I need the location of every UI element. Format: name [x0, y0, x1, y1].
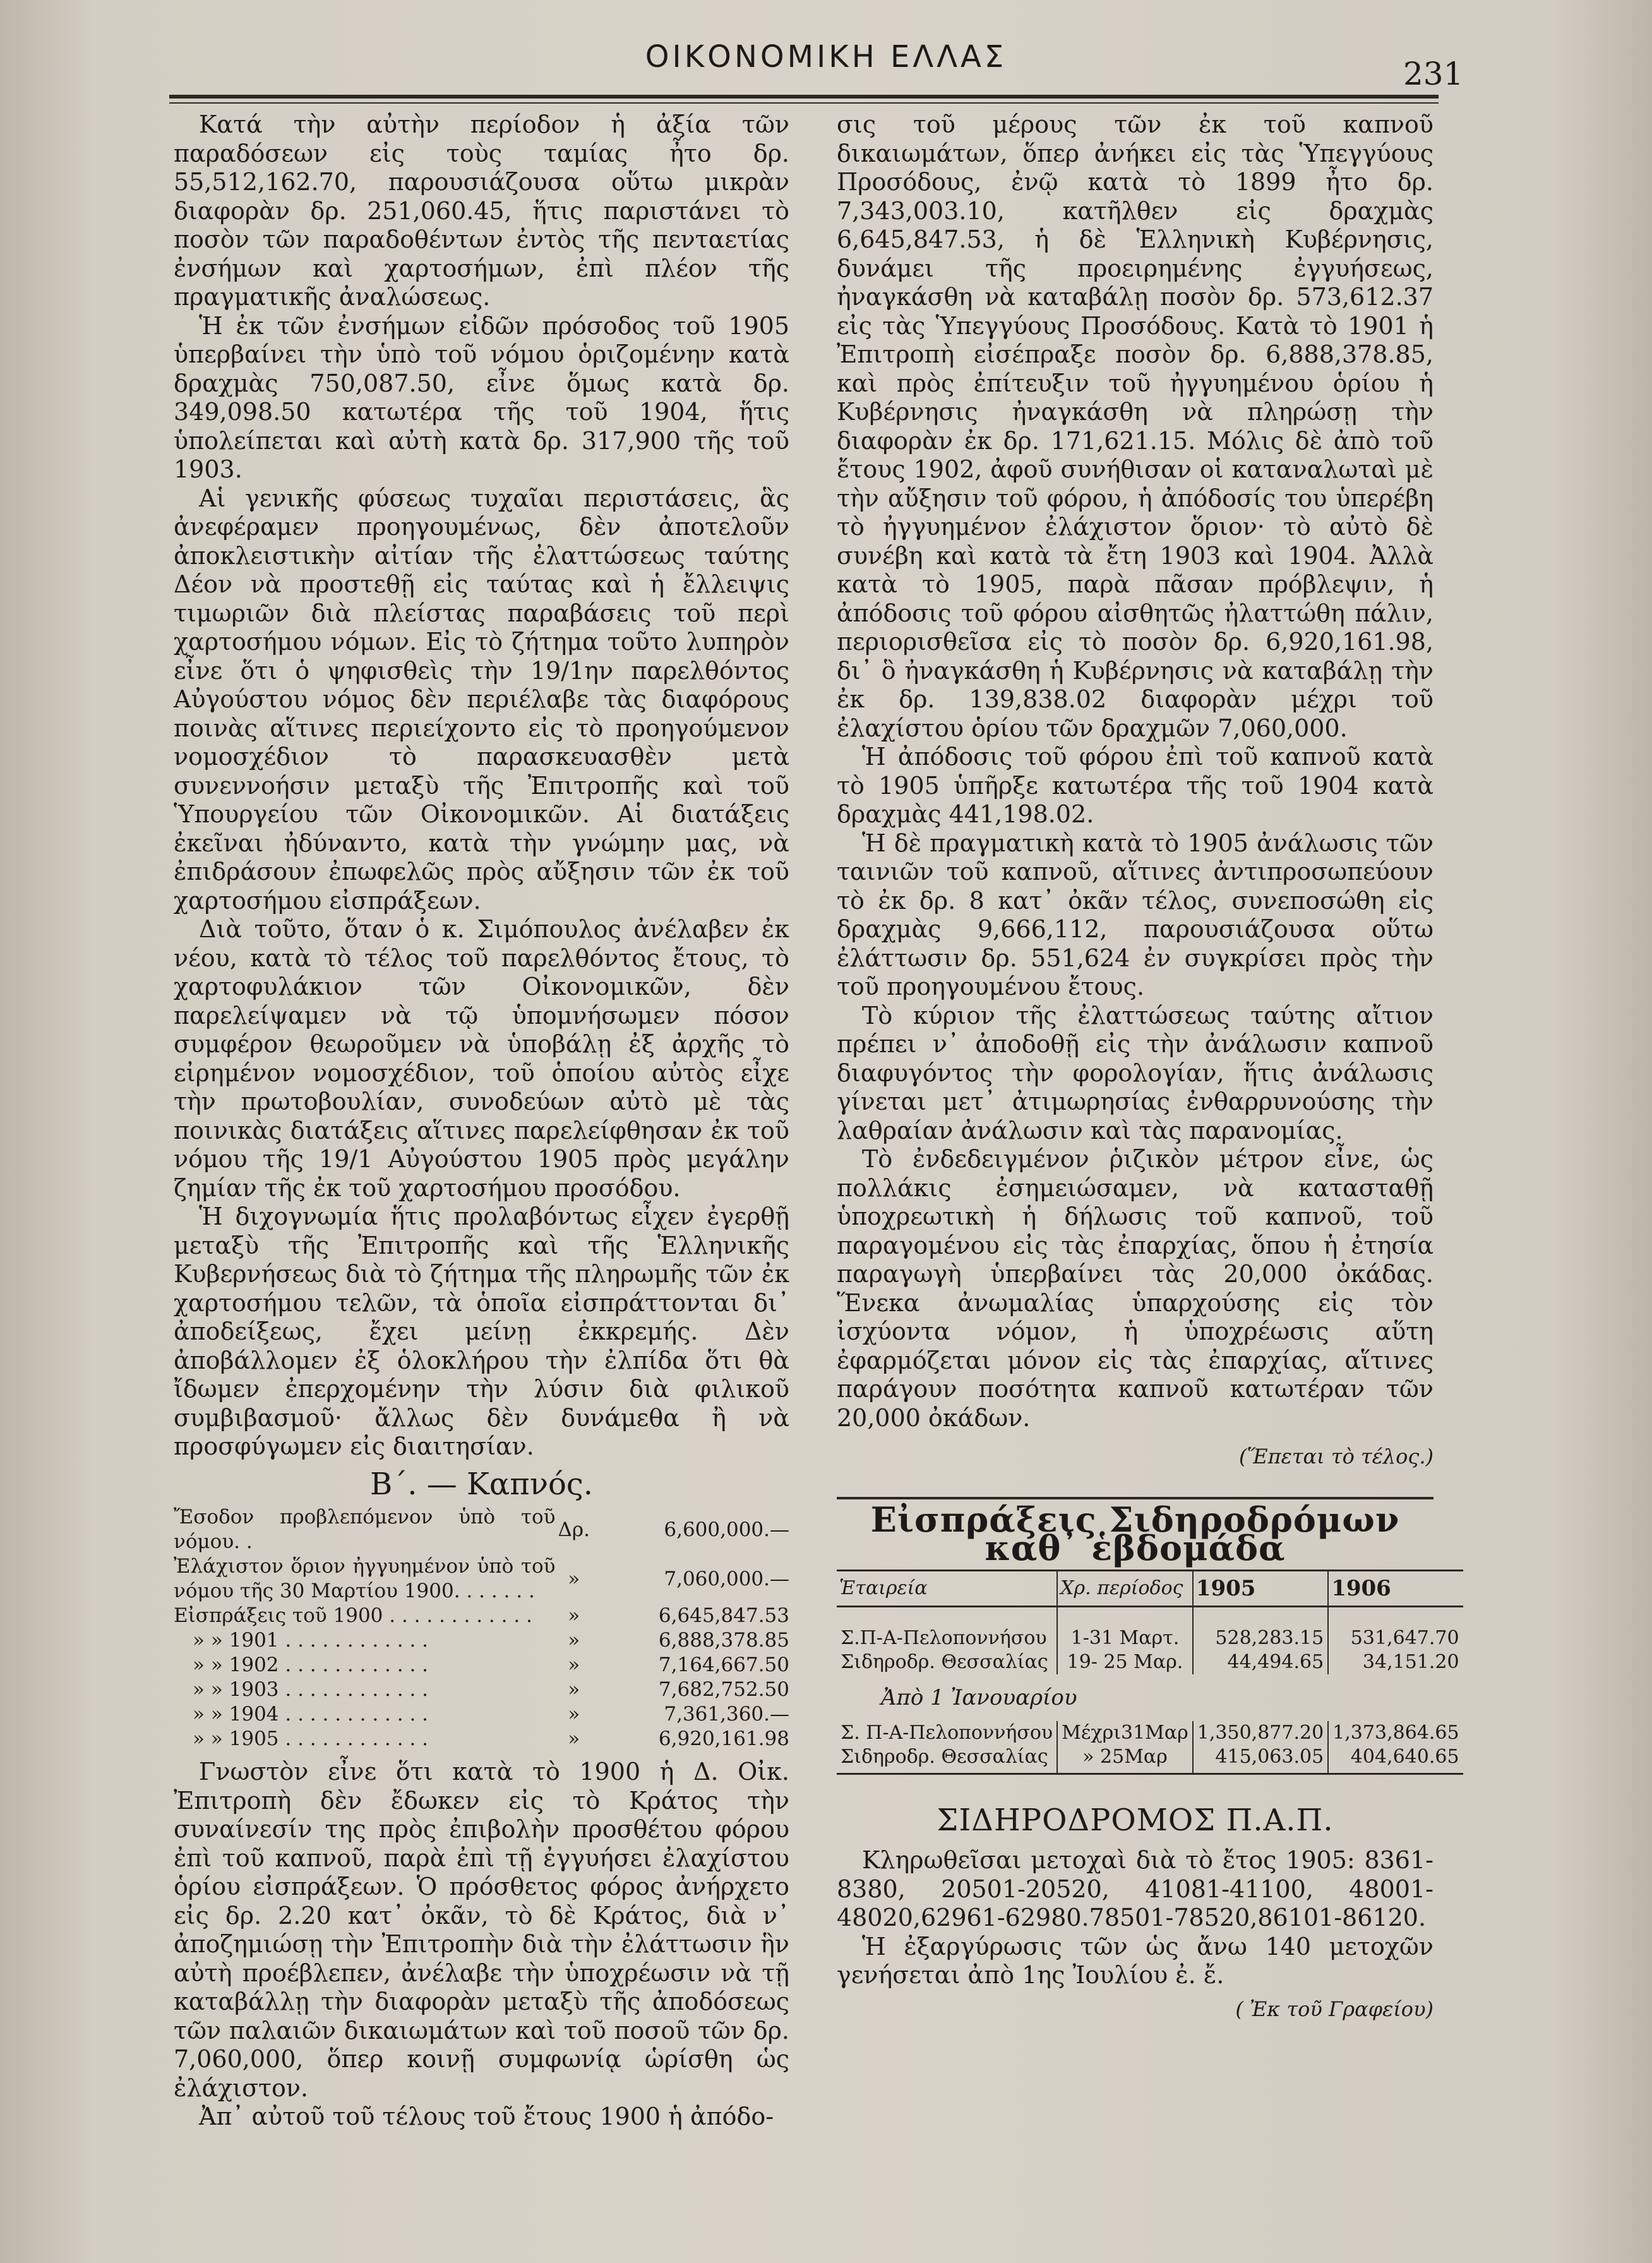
ledger-row: [174, 1653, 789, 1678]
ledger-marker: »: [568, 1567, 580, 1590]
value-1905-cell: 415,063.05: [1193, 1745, 1328, 1774]
table-top-rule: [837, 1497, 1434, 1499]
ledger-amount: 6,600,000.—: [664, 1518, 789, 1541]
source-note: ( Ἐκ τοῦ Γραφείου): [1235, 1996, 1434, 2021]
value-1906-cell: 404,640.65: [1328, 1745, 1463, 1774]
paragraph: Γνωστὸν εἶνε ὅτι κατὰ τὸ 1900 ἡ Δ. Οἰκ. Ἐπιτροπὴ δὲν ἔδωκεν εἰς τὸ Κράτος τὴν συναίνεσίν της πρὸς ἐπιβολὴν προσθέτου φόρου ἐπὶ τοῦ καπνοῦ, παρὰ ἐπὶ τῇ ἐγγυήσει ἐλαχίστου ὁρίου εἰσπράξεων. Ὁ πρόσθετος φόρος ἀνήρχετο εἰς δρ. 2.20 κατ᾽ ὀκᾶν, τὸ δὲ Κράτος, διὰ ν᾽ ἀποζημιώσῃ τὴν Ἐπιτροπὴν διὰ τὴν ἐλάττωσιν ἣν αὐτὴ προέβλεπεν, ἀνέλαβε τὴν ὑποχρέωσιν νὰ τῇ καταβάλλῃ τὴν διαφορὰν μεταξὺ τῆς ἀποδόσεως τῶν παλαιῶν δικαιωμάτων καὶ τοῦ ποσοῦ τῶν δρ. 7,060,000, ὅπερ κοινῇ συμφωνίᾳ ὡρίσθη ὡς ἐλάχιστον.: [174, 1758, 789, 2102]
ledger-label: » » 1903 . . . . . . . . . . . .: [193, 1678, 429, 1701]
ledger-label: » » 1904 . . . . . . . . . . . .: [193, 1703, 429, 1726]
ledger-marker: Δρ.: [558, 1518, 590, 1541]
paragraph: Ἡ ἐκ τῶν ἐνσήμων εἰδῶν πρόσοδος τοῦ 1905 ὑπερβαίνει τὴν ὑπὸ τοῦ νόμου ὁριζομένην κατὰ δραχμὰς 750,087.50, εἶνε ὅμως κατὰ δρ. 349,098.50 κατωτέρα τῆς τοῦ 1904, ἥτις ὑπολείπεται καὶ αὐτὴ κατὰ δρ. 317,900 τῆς τοῦ 1903.: [174, 311, 789, 483]
ledger-label: Ἔσοδον προβλεπόμενον ὑπὸ τοῦ νόμου. .: [174, 1506, 556, 1553]
tobacco-revenue-ledger: [174, 1505, 789, 1751]
ledger-amount: 6,645,847.53: [658, 1604, 789, 1627]
ledger-marker: »: [568, 1703, 580, 1726]
ledger-marker: »: [568, 1727, 580, 1750]
paragraph: Κατά τὴν αὐτὴν περίοδον ἡ ἀξία τῶν παραδόσεων εἰς τοὺς ταμίας ἦτο δρ. 55,512,162.70, παρουσιάζουσα οὕτω μικρὰν διαφορὰν δρ. 251,060.45, ἥτις παριστάνει τὸ ποσὸν τῶν παραδοθέντων ἐντὸς τῆς πενταετίας ἐνσήμων καὶ χαρτοσήμων, ἐπὶ πλέον τῆς πραγματικῆς ἀναλώσεως.: [174, 111, 789, 311]
ledger-row: [174, 1505, 789, 1554]
paragraph: Ἡ διχογνωμία ἥτις προλαβόντως εἶχεν ἐγερθῇ μεταξὺ τῆς Ἐπιτροπῆς καὶ τῆς Ἑλληνικῆς Κυβερνήσεως διὰ τὸ ζήτημα τῆς πληρωμῆς τῶν ἐκ χαρτοσήμου τελῶν, τὰ ὁποῖα εἰσπράττονται δι᾽ ἀποδείξεως, ἔχει μείνῃ ἐκκρεμής. Δὲν ἀποβάλλομεν ἐξ ὁλοκλήρου τὴν ἐλπίδα ὅτι θὰ ἴδωμεν ἐπερχομένην τὴν λύσιν διὰ φιλικοῦ συμβιβασμοῦ· ἄλλως δὲν δυνάμεθα ἢ νὰ προσφύγωμεν εἰς διαιτησίαν.: [174, 1203, 789, 1460]
ledger-label: » » 1901 . . . . . . . . . . . .: [193, 1629, 429, 1652]
paragraph: Κληρωθεῖσαι μετοχαὶ διὰ τὸ ἔτος 1905: 8361-8380, 20501-20520, 41081-41100, 48001-48020,62961-62980.78501-78520,86101-86120.: [837, 1846, 1434, 1931]
ledger-row: [174, 1727, 789, 1751]
running-header-title: ΟΙΚΟΝΟΜΙΚΗ ΕΛΛΑΣ: [645, 39, 1007, 75]
left-column: [174, 111, 789, 2132]
table-spacer: [837, 1606, 1463, 1626]
paragraph: σις τοῦ μέρους τῶν ἐκ τοῦ καπνοῦ δικαιωμάτων, ὅπερ ἀνήκει εἰς τὰς Ὑπεγγύους Προσόδους, ἐνῷ κατὰ τὸ 1899 ἦτο δρ. 7,343,003.10, κατῆλθεν εἰς δραχμὰς 6,645,847.53, ἡ δὲ Ἑλληνικὴ Κυβέρνησις, δυνάμει τῆς προειρημένης ἐγγυήσεως, ἠναγκάσθη νὰ καταβάλῃ ποσὸν δρ. 573,612.37 εἰς τὰς Ὑπεγγύους Προσόδους. Κατὰ τὸ 1901 ἡ Ἐπιτροπὴ εἰσέπραξε ποσὸν δρ. 6,888,378.85, καὶ πρὸς ἐπίτευξιν τοῦ ἠγγυημένου ὁρίου ἡ Κυβέρνησις ἠναγκάσθη νὰ πληρώσῃ τὴν διαφορὰν ἐκ δρ. 171,621.15. Μόλις δὲ ἀπὸ τοῦ ἔτους 1902, ἀφοῦ συνήθισαν οἱ καταναλωταὶ μὲ τὴν αὔξησιν τοῦ φόρου, ἡ ἀπόδοσίς του ὑπερέβη τὸ ἠγγυημένον ἐλάχιστον ὅριον· τὸ αὐτὸ δὲ συνέβη καὶ κατὰ τὰ ἔτη 1903 καὶ 1904. Ἀλλὰ κατὰ τὸ 1905, παρὰ πᾶσαν πρόβλεψιν, ἡ ἀπόδοσις τοῦ φόρου αἰσθητῶς ἠλαττώθη πάλιν, περιορισθεῖσα εἰς τὸ ποσὸν δρ. 6,920,161.98, δι᾽ ὃ ἠναγκάσθη ἡ Κυβέρνησις νὰ καταβάλῃ τὴν ἐκ δρ. 139,838.02 διαφορὰν μέχρι τοῦ ἐλαχίστου ὁρίου τῶν δραχμῶν 7,060,000.: [837, 111, 1434, 742]
ledger-label: » » 1902 . . . . . . . . . . . .: [193, 1654, 429, 1676]
ledger-amount: 7,682,752.50: [658, 1678, 789, 1701]
ledger-amount: 7,361,360.—: [664, 1703, 789, 1726]
paragraph: Ἀπ᾽ αὐτοῦ τοῦ τέλους τοῦ ἔτους 1900 ἡ ἀπόδο-: [199, 2103, 774, 2130]
ledger-label: Ἐλάχιστον ὅριον ἠγγυημένον ὑπὸ τοῦ νόμου τῆς 30 Μαρτίου 1900. . . . . . .: [174, 1555, 556, 1602]
paragraph: Ἡ ἀπόδοσις τοῦ φόρου ἐπὶ τοῦ καπνοῦ κατὰ τὸ 1905 ὑπῆρξε κατωτέρα τῆς τοῦ 1904 κατὰ δραχμὰς 441,198.02.: [837, 743, 1434, 828]
ledger-row: [174, 1554, 789, 1604]
period-cell: 1-31 Μαρτ.: [1057, 1626, 1193, 1650]
table-row: [837, 1745, 1463, 1774]
ledger-marker: »: [568, 1654, 580, 1676]
value-1906-cell: 1,373,864.65: [1332, 1721, 1459, 1744]
ledger-row: [174, 1628, 789, 1653]
page-number: 231: [1403, 56, 1464, 92]
paragraph: Τὸ ἐνδεδειγμένον ῥιζικὸν μέτρον εἶνε, ὡς πολλάκις ἐσημειώσαμεν, νὰ κατασταθῇ ὑποχρεωτικὴ ἡ δήλωσις τοῦ καπνοῦ, τοῦ παραγομένου εἰς τὰς ἐπαρχίας, ὅπου ἡ ἐτησία παραγωγὴ ὑπερβαίνει τὰς 20,000 ὀκάδας. Ἕνεκα ἀνωμαλίας ὑπαρχούσης εἰς τὸν ἰσχύοντα νόμον, ἡ ὑποχρέωσις αὕτη ἐφαρμόζεται μόνον εἰς τὰς ἐπαρχίας, αἵτινες παράγουν ποσότητα καπνοῦ κατωτέραν τῶν 20,000 ὀκάδων.: [837, 1145, 1434, 1432]
spd-heading: ΣΙΔΗΡΟΔΡΟΜΟΣ Π.Α.Π.: [937, 1802, 1334, 1838]
company-cell: Σ. Π-Α-Πελοποννήσου: [837, 1721, 1057, 1745]
paragraph: Αἱ γενικῆς φύσεως τυχαῖαι περιστάσεις, ἃς ἀνεφέραμεν προηγουμένως, δὲν ἀποτελοῦν ἀποκλειστικὴν αἰτίαν τῆς ἐλαττώσεως ταύτης Δέον νὰ προστεθῇ εἰς ταύτας καὶ ἡ ἔλλειψις τιμωριῶν διὰ πλείστας παραβάσεις τοῦ περὶ χαρτοσήμου νόμων. Εἰς τὸ ζήτημα τοῦτο λυπηρὸν εἶνε ὅτι ὁ ψηφισθεὶς τὴν 19/1ην παρελθόντος Αὐγούστου νόμος δὲν περιέλαβε τὰς διαφόρους ποινὰς αἵτινες περιείχοντο εἰς τὸ προηγούμενον νομοσχέδιον τὸ παρασκευασθὲν μετὰ συνεννοήσιν μεταξὺ τῆς Ἐπιτροπῆς καὶ τοῦ Ὑπουργείου τῶν Οἰκονομικῶν. Αἱ διατάξεις ἐκεῖναι ἠδύναντο, κατὰ τὴν γνώμην μας, νὰ ἐπιδράσουν ἐπωφελῶς πρὸς αὔξησιν τῶν ἐκ τοῦ χαρτοσήμου εἰσπράξεων.: [174, 484, 789, 915]
column-header-1905: 1905: [1193, 1570, 1328, 1606]
ledger-amount: 6,920,161.98: [658, 1727, 789, 1750]
header-rule-thick: [169, 95, 1439, 99]
railway-receipts-table: [837, 1570, 1463, 1775]
railway-table-title: Εἰσπράξεις Σιδηροδρόμων καθ᾽ ἑβδομάδα: [870, 1499, 1400, 1568]
table-row: [837, 1721, 1463, 1745]
period-cell: » 25Μαρ: [1057, 1745, 1193, 1774]
column-header-1906: 1906: [1328, 1570, 1463, 1606]
value-1905-cell: 528,283.15: [1193, 1626, 1328, 1650]
header-rule-thin: [169, 102, 1439, 104]
right-column: [837, 111, 1459, 2024]
value-1906-cell: 34,151.20: [1362, 1650, 1459, 1673]
table-row: [837, 1626, 1463, 1650]
paragraph: Ἡ δὲ πραγματικὴ κατὰ τὸ 1905 ἀνάλωσις τῶν ταινιῶν τοῦ καπνοῦ, αἵτινες ἀντιπροσωπεύουν τὸ ἐκ δρ. 8 κατ᾽ ὀκᾶν τέλος, συνεποσώθη εἰς δραχμὰς 9,666,112, παρουσιάζουσα οὕτω ἐλάττωσιν δρ. 551,624 ἐν συγκρίσει πρὸς τὴν τοῦ προηγουμένου ἔτους.: [837, 829, 1434, 1000]
period-cell: 19- 25 Μαρ.: [1057, 1650, 1193, 1674]
column-header-company: Ἑταιρεία: [837, 1570, 1057, 1606]
period-cell: Μέχρι31Μαρ: [1057, 1721, 1193, 1745]
ledger-row: [174, 1678, 789, 1702]
table-subheading-row: [837, 1674, 1463, 1721]
ledger-marker: »: [568, 1678, 580, 1701]
value-1906-cell: 531,647.70: [1350, 1626, 1459, 1649]
column-header-period: Χρ. περίοδος: [1057, 1570, 1193, 1606]
company-cell: Σιδηροδρ. Θεσσαλίας: [837, 1745, 1057, 1774]
ledger-amount: 6,888,378.85: [658, 1629, 789, 1652]
ledger-marker: »: [568, 1629, 580, 1652]
value-1905-cell: 1,350,877.20: [1193, 1721, 1328, 1745]
ledger-amount: 7,060,000.—: [664, 1567, 789, 1590]
ledger-row: [174, 1702, 789, 1727]
ledger-label: » » 1905 . . . . . . . . . . . .: [193, 1727, 429, 1750]
paragraph: Τὸ κύριον τῆς ἐλαττώσεως ταύτης αἴτιον πρέπει ν᾽ ἀποδοθῇ εἰς τὴν ἀνάλωσιν καπνοῦ διαφυγόντος τὴν φορολογίαν, ἥτις ἀνάλωσις γίνεται μετ᾽ ἀτιμωρησίας ἐνθαρρυνούσης τὴν λαθραίαν ἀνάλωσιν καὶ τὰς παρανομίας.: [837, 1001, 1434, 1144]
ledger-amount: 7,164,667.50: [658, 1654, 789, 1676]
ledger-marker: »: [568, 1604, 580, 1627]
ledger-row: [174, 1604, 789, 1628]
ledger-label: Εἰσπράξεις τοῦ 1900 . . . . . . . . . . . .: [174, 1604, 532, 1627]
table-row: [837, 1650, 1463, 1674]
company-cell: Σ.Π-Α-Πελοποννήσου: [837, 1626, 1057, 1650]
paragraph: Ἡ ἐξαργύρωσις τῶν ὡς ἄνω 140 μετοχῶν γενήσεται ἀπὸ 1ης Ἰουλίου ἐ. ἔ.: [837, 1932, 1434, 1989]
continued-note: (Ἕπεται τὸ τέλος.): [1239, 1444, 1434, 1468]
value-1905-cell: 44,494.65: [1193, 1650, 1328, 1674]
paragraph: Διὰ τοῦτο, ὅταν ὁ κ. Σιμόπουλος ἀνέλαβεν ἐκ νέου, κατὰ τὸ τέλος τοῦ παρελθόντος ἔτους, τὸ χαρτοφυλάκιον τῶν Οἰκονομικῶν, δὲν παρελείψαμεν νὰ τῷ ὑπομνήσωμεν πόσον συμφέρον θεωροῦμεν νὰ ὑποβάλῃ ἐξ ἀρχῆς τὸ εἰρημένον νομοσχέδιον, τοῦ ὁποίου αὐτὸς εἶχε τὴν πρωτοβουλίαν, συνοδεύων αὐτὸ μὲ τὰς ποινικὰς διατάξεις αἵτινες παρελείφθησαν ἐκ τοῦ νόμου τῆς 19/1 Αὐγούστου 1905 πρὸς μεγάλην ζημίαν τῆς ἐκ τοῦ χαρτοσήμου προσόδου.: [174, 915, 789, 1202]
section-heading-tobacco: Β΄. — Καπνός.: [369, 1466, 594, 1502]
company-cell: Σιδηροδρ. Θεσσαλίας: [837, 1650, 1057, 1674]
table-subheading: Ἀπὸ 1 Ἰανουαρίου: [881, 1684, 1077, 1710]
